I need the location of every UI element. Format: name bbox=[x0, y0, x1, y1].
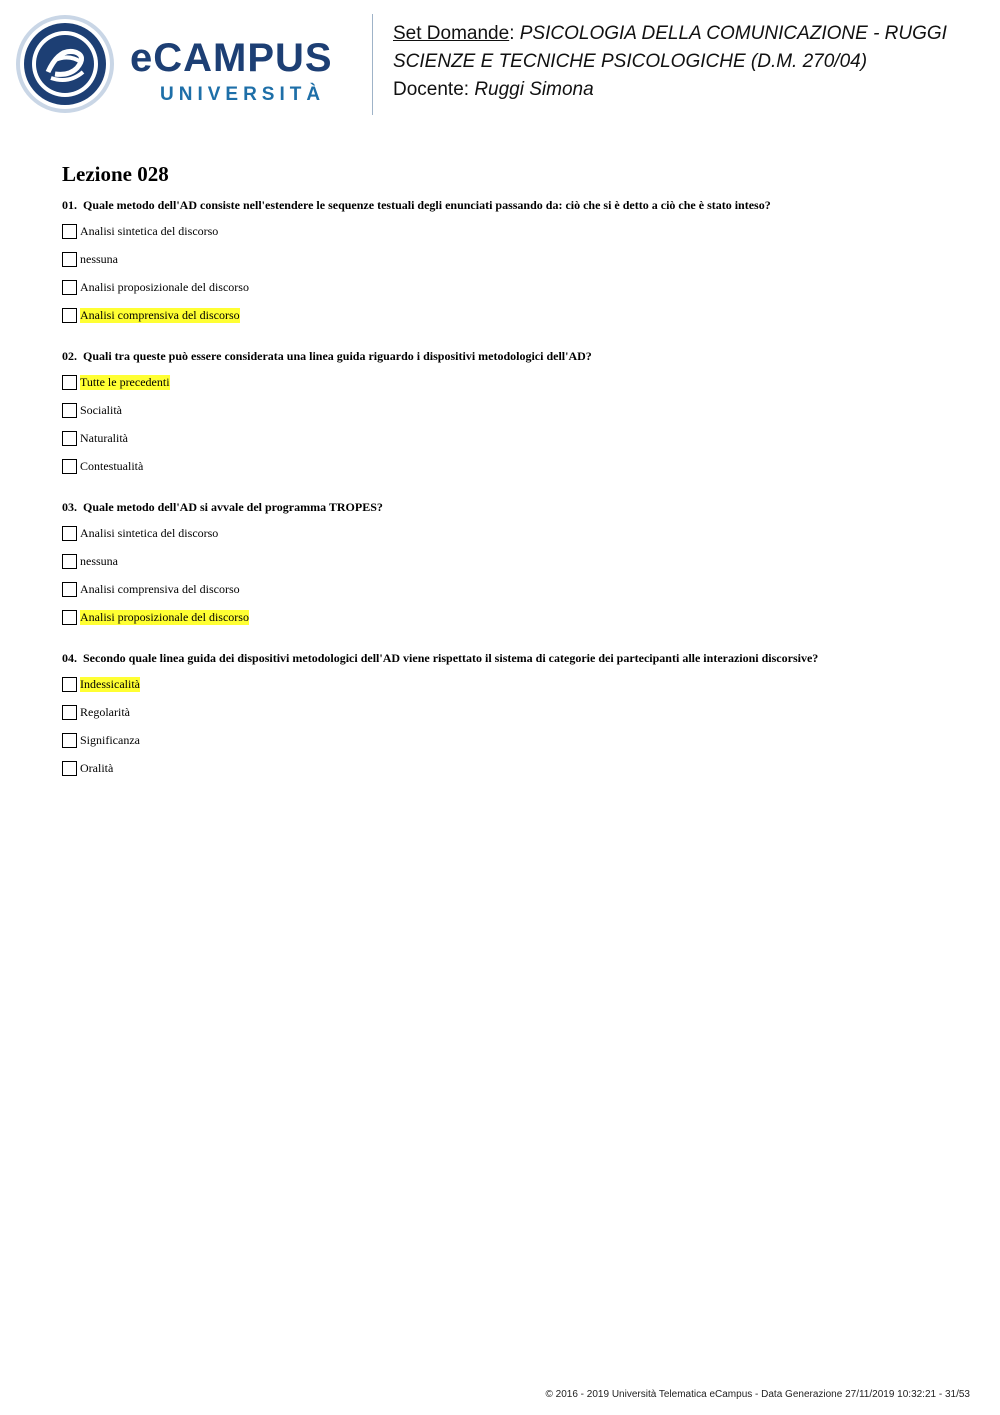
teacher-name: Ruggi Simona bbox=[474, 79, 594, 100]
option-label: Analisi sintetica del discorso bbox=[80, 223, 219, 238]
answer-option[interactable] bbox=[62, 273, 962, 301]
checkbox[interactable] bbox=[62, 705, 77, 720]
answer-option[interactable] bbox=[62, 698, 962, 726]
checkbox[interactable] bbox=[62, 280, 77, 295]
question-text bbox=[62, 197, 962, 213]
answer-option[interactable] bbox=[62, 452, 962, 480]
question-text bbox=[62, 650, 962, 666]
answer-option[interactable] bbox=[62, 396, 962, 424]
course-line bbox=[393, 48, 947, 76]
page-header bbox=[0, 0, 1000, 130]
option-label: Analisi comprensiva del discorso bbox=[80, 581, 240, 596]
option-label: nessuna bbox=[80, 251, 118, 266]
set-label: Set Domande bbox=[393, 23, 510, 44]
checkbox[interactable] bbox=[62, 224, 77, 239]
checkbox[interactable] bbox=[62, 554, 77, 569]
question-text bbox=[62, 499, 962, 515]
answer-option[interactable] bbox=[62, 519, 962, 547]
checkbox[interactable] bbox=[62, 431, 77, 446]
brand-subtitle: UNIVERSITÀ bbox=[160, 84, 326, 105]
university-seal-icon bbox=[15, 14, 115, 114]
checkbox[interactable] bbox=[62, 526, 77, 541]
option-label: Oralità bbox=[80, 760, 114, 775]
checkbox[interactable] bbox=[62, 459, 77, 474]
answer-option[interactable] bbox=[62, 575, 962, 603]
checkbox[interactable] bbox=[62, 308, 77, 323]
question-block bbox=[62, 348, 962, 480]
lesson-title: Lezione 028 bbox=[62, 162, 169, 186]
answer-option-correct[interactable] bbox=[62, 301, 962, 329]
answer-option[interactable] bbox=[62, 424, 962, 452]
question-block bbox=[62, 650, 962, 782]
course-name: SCIENZE E TECNICHE PSICOLOGICHE (D.M. 270/04) bbox=[393, 51, 868, 72]
question-block bbox=[62, 197, 962, 329]
checkbox[interactable] bbox=[62, 582, 77, 597]
answer-option[interactable] bbox=[62, 726, 962, 754]
answer-option[interactable] bbox=[62, 754, 962, 782]
option-label: Naturalità bbox=[80, 430, 128, 445]
option-label-highlighted: Analisi comprensiva del discorso bbox=[80, 307, 240, 322]
option-label: Contestualità bbox=[80, 458, 144, 473]
option-label-highlighted: Indessicalità bbox=[80, 676, 140, 691]
answer-option[interactable] bbox=[62, 217, 962, 245]
brand-logo bbox=[130, 38, 333, 106]
checkbox[interactable] bbox=[62, 610, 77, 625]
option-label: Socialità bbox=[80, 402, 122, 417]
question-label: Quali tra queste può essere considerata una linea guida riguardo i dispositivi metodologici dell'AD? bbox=[83, 349, 592, 363]
checkbox[interactable] bbox=[62, 252, 77, 267]
question-label: Quale metodo dell'AD consiste nell'estendere le sequenze testuali degli enunciati passando da: ciò che si è detto a ciò che è stato inteso? bbox=[83, 198, 771, 212]
teacher-line bbox=[393, 76, 947, 104]
header-divider bbox=[372, 14, 373, 115]
question-number: 02. bbox=[62, 349, 77, 363]
question-label: Quale metodo dell'AD si avvale del programma TROPES? bbox=[83, 500, 383, 514]
answer-option[interactable] bbox=[62, 547, 962, 575]
answer-option-correct[interactable] bbox=[62, 368, 962, 396]
question-number: 01. bbox=[62, 198, 77, 212]
checkbox[interactable] bbox=[62, 677, 77, 692]
option-label: Regolarità bbox=[80, 704, 130, 719]
option-label-highlighted: Tutte le precedenti bbox=[80, 374, 170, 389]
set-value: PSICOLOGIA DELLA COMUNICAZIONE - RUGGI bbox=[519, 23, 947, 44]
question-text bbox=[62, 348, 962, 364]
question-block bbox=[62, 499, 962, 631]
question-number: 04. bbox=[62, 651, 77, 665]
question-number: 03. bbox=[62, 500, 77, 514]
option-label: nessuna bbox=[80, 553, 118, 568]
checkbox[interactable] bbox=[62, 761, 77, 776]
answer-option-correct[interactable] bbox=[62, 670, 962, 698]
answer-option[interactable] bbox=[62, 245, 962, 273]
answer-option-correct[interactable] bbox=[62, 603, 962, 631]
set-line: Set Domande: PSICOLOGIA DELLA COMUNICAZIONE - RUGGI bbox=[393, 23, 947, 44]
option-label: Analisi proposizionale del discorso bbox=[80, 279, 249, 294]
header-meta bbox=[393, 20, 947, 104]
option-label-highlighted: Analisi proposizionale del discorso bbox=[80, 609, 249, 624]
question-label: Secondo quale linea guida dei dispositivi metodologici dell'AD viene rispettato il sistema di categorie dei partecipanti alle interazioni discorsive? bbox=[83, 651, 819, 665]
checkbox[interactable] bbox=[62, 403, 77, 418]
page-footer: © 2016 - 2019 Università Telematica eCampus - Data Generazione 27/11/2019 10:32:21 - 31/53 bbox=[545, 1389, 970, 1400]
option-label: Significanza bbox=[80, 732, 140, 747]
brand-word: eCAMPUS bbox=[130, 36, 333, 80]
option-label: Analisi sintetica del discorso bbox=[80, 525, 219, 540]
checkbox[interactable] bbox=[62, 375, 77, 390]
teacher-label: Docente: bbox=[393, 79, 470, 100]
checkbox[interactable] bbox=[62, 733, 77, 748]
